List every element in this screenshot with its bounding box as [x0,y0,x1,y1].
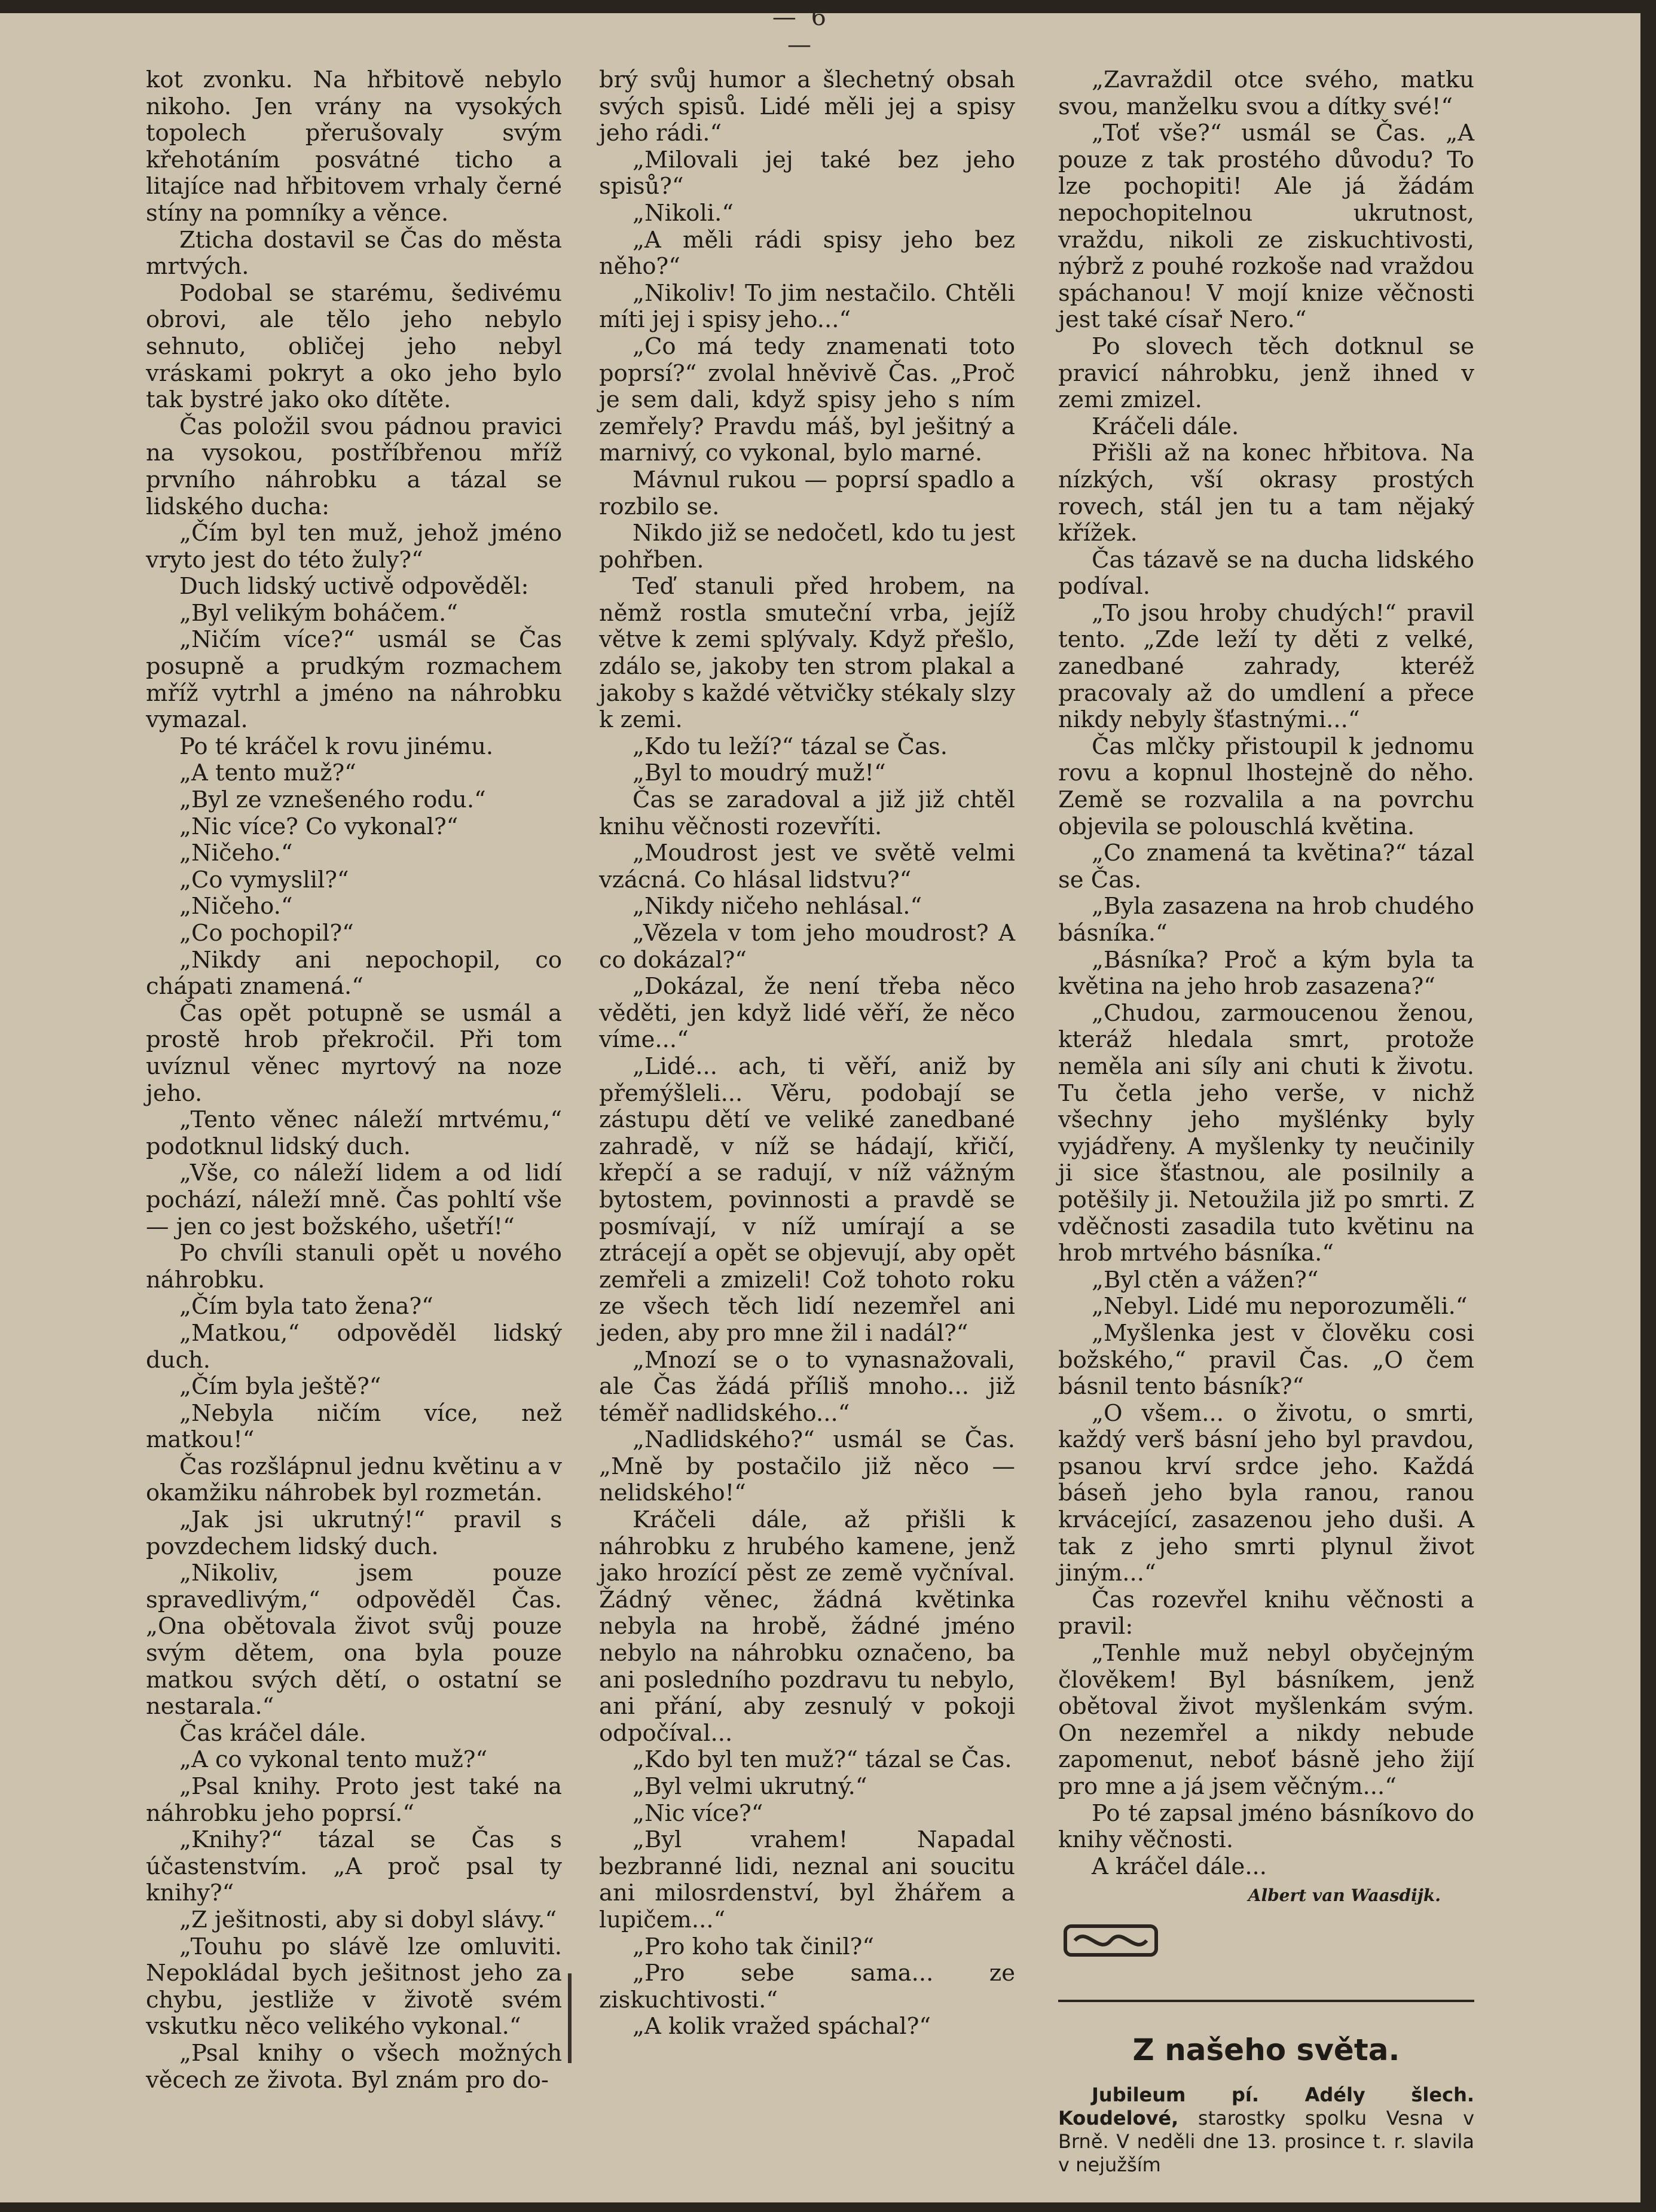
paragraph: „Nic více?“ [633,1799,763,1827]
paragraph: Čas kráčel dále. [179,1719,366,1747]
paragraph: „Nic více? Co vykonal?“ [179,813,459,840]
paragraph: „Co znamená ta květina?“ tázal se Čas. [1058,840,1474,893]
paragraph: „Vše, co náleží lidem a od lidí pochází, náleží mně. Čas pohltí vše — jen co jest božského, ušetří!“ [146,1160,562,1240]
column-rule [568,1973,572,2063]
paragraph: Teď stanuli před hrobem, na němž rostla smuteční vrba, jejíž větve k zemi splývaly. Když přešlo, zdálo se, jakoby ten strom plakal a jakoby s každé větvičky stékaly slzy k zemi. [599,573,1015,734]
paragraph: „Tenhle muž nebyl obyčejným člověkem! Byl básníkem, jenž obětoval život myšlenkám svým. On nezemřel a nikdy nebude zapomenut, neboť básně jeho žijí pro mne a já jsem věčným...“ [1058,1640,1474,1800]
paragraph: „Vězela v tom jeho moudrost? A co dokázal?“ [599,920,1015,974]
paragraph: „Psal knihy o všech možných věcech ze života. Byl znám pro do- [146,2039,562,2094]
paragraph: Po chvíli stanuli opět u nového náhrobku. [146,1240,562,1293]
paragraph: brý svůj humor a šlechetný obsah svých spisů. Lidé měli jej a spisy jeho rádi.“ [599,66,1015,147]
news-text: starostky spolku Vesna v Brně. V neděli dne 13. prosince t. r. slavila v nejužším [1058,2106,1474,2176]
paragraph: „Matkou,“ odpověděl lidský duch. [146,1319,562,1374]
paragraph: Čas opět potupně se usmál a prostě hrob překročil. Při tom uvíznul věnec myrtový na noze jeho. [146,999,562,1107]
paragraph: „Nebyla ničím více, než matkou!“ [146,1399,562,1454]
page-number: — 6 — [772,4,830,59]
paragraph: Kráčeli dále, až přišli k náhrobku z hrubého kamene, jenž jako hrozící pěst ze země vyčníval. Žádný věnec, žádná květinka nebyla na hrobě, žádné jméno nebylo na náhrobku označeno, ba ani posledního pozdravu tu nebylo, ani přání, aby zesnulý v pokoji odpočíval... [599,1506,1015,1747]
column-3 [1058,67,1474,2177]
paragraph: Čas rozšlápnul jednu květinu a v okamžiku náhrobek byl rozmetán. [146,1453,562,1507]
paragraph: „Básníka? Proč a kým byla ta květina na jeho hrob zasazena?“ [1058,946,1474,1000]
paragraph: „A tento muž?“ [179,759,356,787]
paragraph: Podobal se starému, šedivému obrovi, ale tělo jeho nebylo sehnuto, obličej jeho nebyl vráskami pokryt a oko jeho bylo tak bystré jako oko dítěte. [146,279,562,414]
paragraph: Čas položil svou pádnou pravici na vysokou, postříbřenou mříž prvního náhrobku a tázal se lidského ducha: [146,413,562,520]
paragraph: „Kdo tu leží?“ tázal se Čas. [633,733,948,760]
paragraph: „Byl vrahem! Napadal bezbranné lidi, neznal ani soucitu ani milosrdenství, byl žhářem a lupičem...“ [599,1826,1015,1933]
ornament [747,1921,1474,1966]
paragraph: „Nikoli.“ [633,199,734,227]
paragraph: „Chudou, zarmoucenou ženou, kteráž hledala smrt, protože neměla ani síly ani chuti k životu. Tu četla jeho verše, v nichž všechny jeho myšlénky byly vyjádřeny. A myšlenky ty neučinily ji sice šťastnou, ale posilnily a potěšily ji. Netoužila již po smrti. Z vděčnosti zasadila tuto květinu na hrob mrtvého básníka.“ [1058,999,1474,1267]
paragraph: „Ničím více?“ usmál se Čas posupně a prudkým rozmachem mříž vytrhl a jméno na náhrobku vymazal. [146,626,562,734]
paragraph: Duch lidský uctivě odpověděl: [179,573,529,600]
paragraph: „Nikdy ničeho nehlásal.“ [633,893,922,920]
paragraph: „Byl velmi ukrutný.“ [633,1773,867,1800]
news-headline: Jubileum pí. Adély šlech. Koudelové, [1058,2083,1474,2129]
paragraph: „Lidé... ach, ti věří, aniž by přemýšleli... Věru, podobají se zástupu dětí ve veliké zanedbané zahradě, v níž se hádají, křičí, křepčí a se radují, v níž vážným bytostem, povinnosti a pravdě se posmívají, v níž umírají a se ztrácejí a opět se objevují, aby opět zemřeli a zmizeli! Což tohoto roku ze všech těch lidí nezemřel ani jeden, aby pro mne žil i nadál?“ [599,1052,1015,1347]
paragraph: Po té zapsal jméno básníkovo do knihy věčnosti. [1058,1799,1474,1854]
paragraph: „Čím byl ten muž, jehož jméno vryto jest do této žuly?“ [146,520,562,573]
paragraph: Zticha dostavil se Čas do města mrtvých. [146,226,562,280]
paragraph: „Nikdy ani nepochopil, co chápati znamená.“ [146,946,562,1000]
paragraph: „Nebyl. Lidé mu neporozuměli.“ [1092,1293,1468,1320]
paragraph: Čas mlčky přistoupil k jednomu rovu a kopnul lhostejně do něho. Země se rozvalila a na povrchu objevila se polouschlá květina. [1058,733,1474,840]
paragraph: „To jsou hroby chudých!“ pravil tento. „Zde leží ty děti z velké, zanedbané zahrady, kteréž pracovaly až do umdlení a přece nikdy nebyly šťastnými...“ [1058,599,1474,734]
paragraph: „Psal knihy. Proto jest také na náhrobku jeho poprsí.“ [146,1773,562,1827]
paragraph: Nikdo již se nedočetl, kdo tu jest pohřben. [599,520,1015,573]
paragraph: „Byla zasazena na hrob chudého básníka.“ [1058,893,1474,947]
paragraph: „Touhu po slávě lze omluviti. Nepokládal bych ješitnost jeho za chybu, jestliže v životě svém vskutku něco velikého vykonal.“ [146,1933,562,2040]
paragraph: „O všem... o životu, o smrti, každý verš básní jeho byl pravdou, psanou krví srdce jeho. Každá báseň jeho byla ranou, ranou krvácející, zasazenou jeho duši. A tak z jeho smrti plynul život jiným...“ [1058,1399,1474,1587]
paragraph: „Z ješitnosti, aby si dobyl slávy.“ [179,1906,557,1933]
paragraph: „Byl to moudrý muž!“ [633,759,886,787]
paragraph: Kráčeli dále. [1092,413,1239,440]
paragraph: „A co vykonal tento muž?“ [179,1746,488,1774]
paragraph: „Byl ze vznešeného rodu.“ [179,786,486,814]
paragraph: „Pro koho tak činil?“ [633,1933,875,1960]
paragraph: Po slovech těch dotknul se pravicí náhrobku, jenž ihned v zemi zmizel. [1058,332,1474,414]
paragraph: „Tento věnec náleží mrtvému,“ podotknul lidský duch. [146,1106,562,1160]
paragraph: Čas se zaradoval a již již chtěl knihu věčnosti rozevříti. [599,786,1015,840]
paragraph: kot zvonku. Na hřbitově nebylo nikoho. Jen vrány na vysokých topolech přerušovaly svým křehotáním posvátné ticho a litajíce nad hřbitovem vrhaly černé stíny na pomníky a věnce. [146,66,562,227]
paragraph: A kráčel dále... [1092,1853,1267,1880]
paragraph: „Kdo byl ten muž?“ tázal se Čas. [633,1746,1012,1774]
paragraph: Čas tázavě se na ducha lidského podíval. [1058,546,1474,600]
paragraph: „Ničeho.“ [179,840,293,867]
paragraph: „Byl velikým boháčem.“ [179,599,458,627]
paragraph: „Pro sebe sama... ze ziskuchtivosti.“ [599,1960,1015,2013]
paragraph: „Nikoliv! To jim nestačilo. Chtěli míti jej i spisy jeho...“ [599,279,1015,334]
paragraph: „Jak jsi ukrutný!“ pravil s povzdechem lidský duch. [146,1506,562,1560]
paragraph: „A kolik vražed spáchal?“ [633,2013,931,2040]
paragraph: Přišli až na konec hřbitova. Na nízkých, vší okrasy prostých rovech, stál jen tu a tam nějaký křížek. [1058,440,1474,547]
paragraph: „Čím byla tato žena?“ [179,1293,433,1320]
paragraph: Čas rozevřel knihu věčnosti a pravil: [1058,1586,1474,1640]
section-divider [1058,2000,1474,2002]
paragraph: „Knihy?“ tázal se Čas s účastenstvím. „A proč psal ty knihy?“ [146,1826,562,1907]
paragraph: „Moudrost jest ve světě velmi vzácná. Co hlásal lidstvu?“ [599,840,1015,893]
paragraph: Mávnul rukou — poprsí spadlo a rozbilo se. [599,466,1015,520]
paragraph: „Milovali jej také bez jeho spisů?“ [599,146,1015,200]
paragraph: „Nadlidského?“ usmál se Čas. „Mně by postačilo již něco — nelidského!“ [599,1426,1015,1507]
column-3-text [1058,67,1474,1880]
author-signature: Albert van Waasdijk. [1248,1885,1441,1906]
paragraph: „Mnozí se o to vynasnažovali, ale Čas žádá příliš mnoho... již téměř nadlidského...“ [599,1346,1015,1427]
section-title: Z našeho světa. [1132,2032,1400,2067]
paragraph: „A měli rádi spisy jeho bez něho?“ [599,226,1015,280]
paragraph: „Čím byla ještě?“ [179,1373,381,1401]
paragraph: „Byl ctěn a vážen?“ [1092,1266,1319,1293]
paragraph: „Dokázal, že není třeba něco věděti, jen když lidé věří, že něco víme...“ [599,973,1015,1054]
paragraph: „Toť vše?“ usmál se Čas. „A pouze z tak prostého důvodu? To lze pochopiti! Ale já žádám nepochopitelnou ukrutnost, vraždu, nikoli ze ziskuchtivosti, nýbrž z pouhé rozkoše nad vraždou spáchanou! V mojí knize věčnosti jest také císař Nero.“ [1058,120,1474,334]
scan-edge-right [1640,0,1656,2212]
paragraph: „Nikoliv, jsem pouze spravedlivým,“ odpověděl Čas. „Ona obětovala život svůj pouze svým dětem, ona byla pouze matkou svých dětí, o ostatní se nestarala.“ [146,1560,562,1720]
column-1 [146,67,562,2094]
column-2 [599,67,1015,2040]
paragraph: „Co má tedy znamenati toto poprsí?“ zvolal hněvivě Čas. „Proč je sem dali, když spisy jeho s ním zemřely? Pravdu máš, byl ješitný a marnivý, co vykonal, bylo marné. [599,332,1015,467]
paragraph: „Co pochopil?“ [179,920,354,947]
paragraph: Po té kráčel k rovu jinému. [179,733,494,760]
paragraph: „Co vymyslil?“ [179,866,349,893]
paragraph: „Zavraždil otce svého, matku svou, manželku svou a dítky své!“ [1058,66,1474,120]
paragraph: „Myšlenka jest v člověku cosi božského,“ pravil Čas. „O čem básnil tento básník?“ [1058,1319,1474,1401]
ornament-icon [1063,1921,1159,1960]
scan-edge-bottom [0,2202,1656,2212]
paragraph: „Ničeho.“ [179,893,293,920]
news-item [1058,2083,1474,2177]
